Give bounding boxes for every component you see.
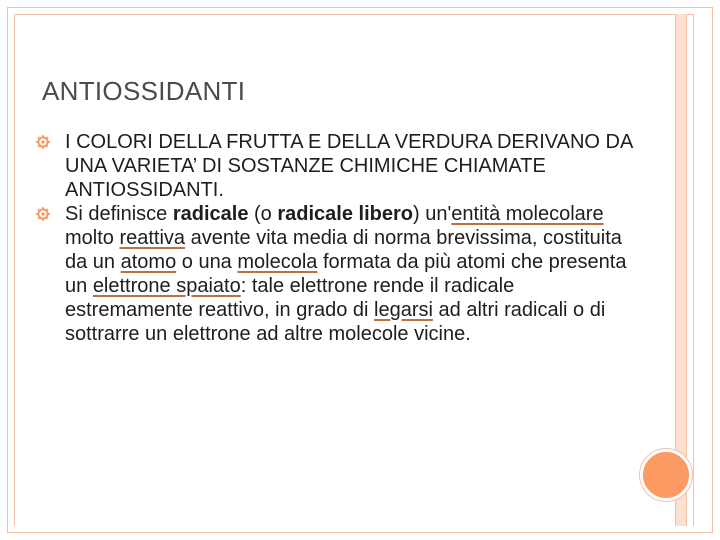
decorative-circle (640, 449, 692, 501)
hyperlink[interactable]: legarsi (374, 299, 433, 321)
hyperlink[interactable]: atomo (120, 251, 177, 273)
bullet-text: avente vita media di norma brevissima, costituita da un (65, 227, 622, 273)
bullet-list (36, 130, 636, 346)
bold-term: radicale libero (277, 203, 413, 225)
bullet-text: ad altri radicali o di sottrarre un elettrone ad altre molecole vicine. (65, 299, 606, 345)
bullet-text: molto (65, 227, 120, 249)
bullet-text: (o (248, 203, 278, 225)
bullet-text: I COLORI DELLA FRUTTA E DELLA VERDURA DERIVANO DA UNA VARIETA’ DI SOSTANZE CHIMICHE CHIAMATE ANTIOSSIDANTI. (65, 131, 633, 201)
bullet-text: Si definisce (65, 203, 173, 225)
bullet-text: o una (176, 251, 238, 273)
hyperlink[interactable]: molecola (237, 251, 318, 273)
hyperlink[interactable]: reattiva (119, 227, 186, 249)
bullet-text: : tale elettrone rende il radicale estremamente reattivo, in grado di (65, 275, 515, 321)
decorative-band (675, 14, 687, 526)
hyperlink[interactable]: entità molecolare (451, 203, 604, 225)
bold-term: radicale (172, 203, 249, 225)
slide-title: ANTIOSSIDANTI (42, 76, 246, 106)
bullet-item (36, 130, 636, 202)
hyperlink[interactable]: elettrone spaiato (92, 275, 241, 297)
bullet-text: ) un' (412, 203, 452, 225)
bullet-item (36, 202, 636, 346)
gear-bullet-icon (36, 207, 50, 221)
gear-bullet-icon (36, 135, 50, 149)
bullet-text: formata da più atomi che presenta un (65, 251, 627, 297)
